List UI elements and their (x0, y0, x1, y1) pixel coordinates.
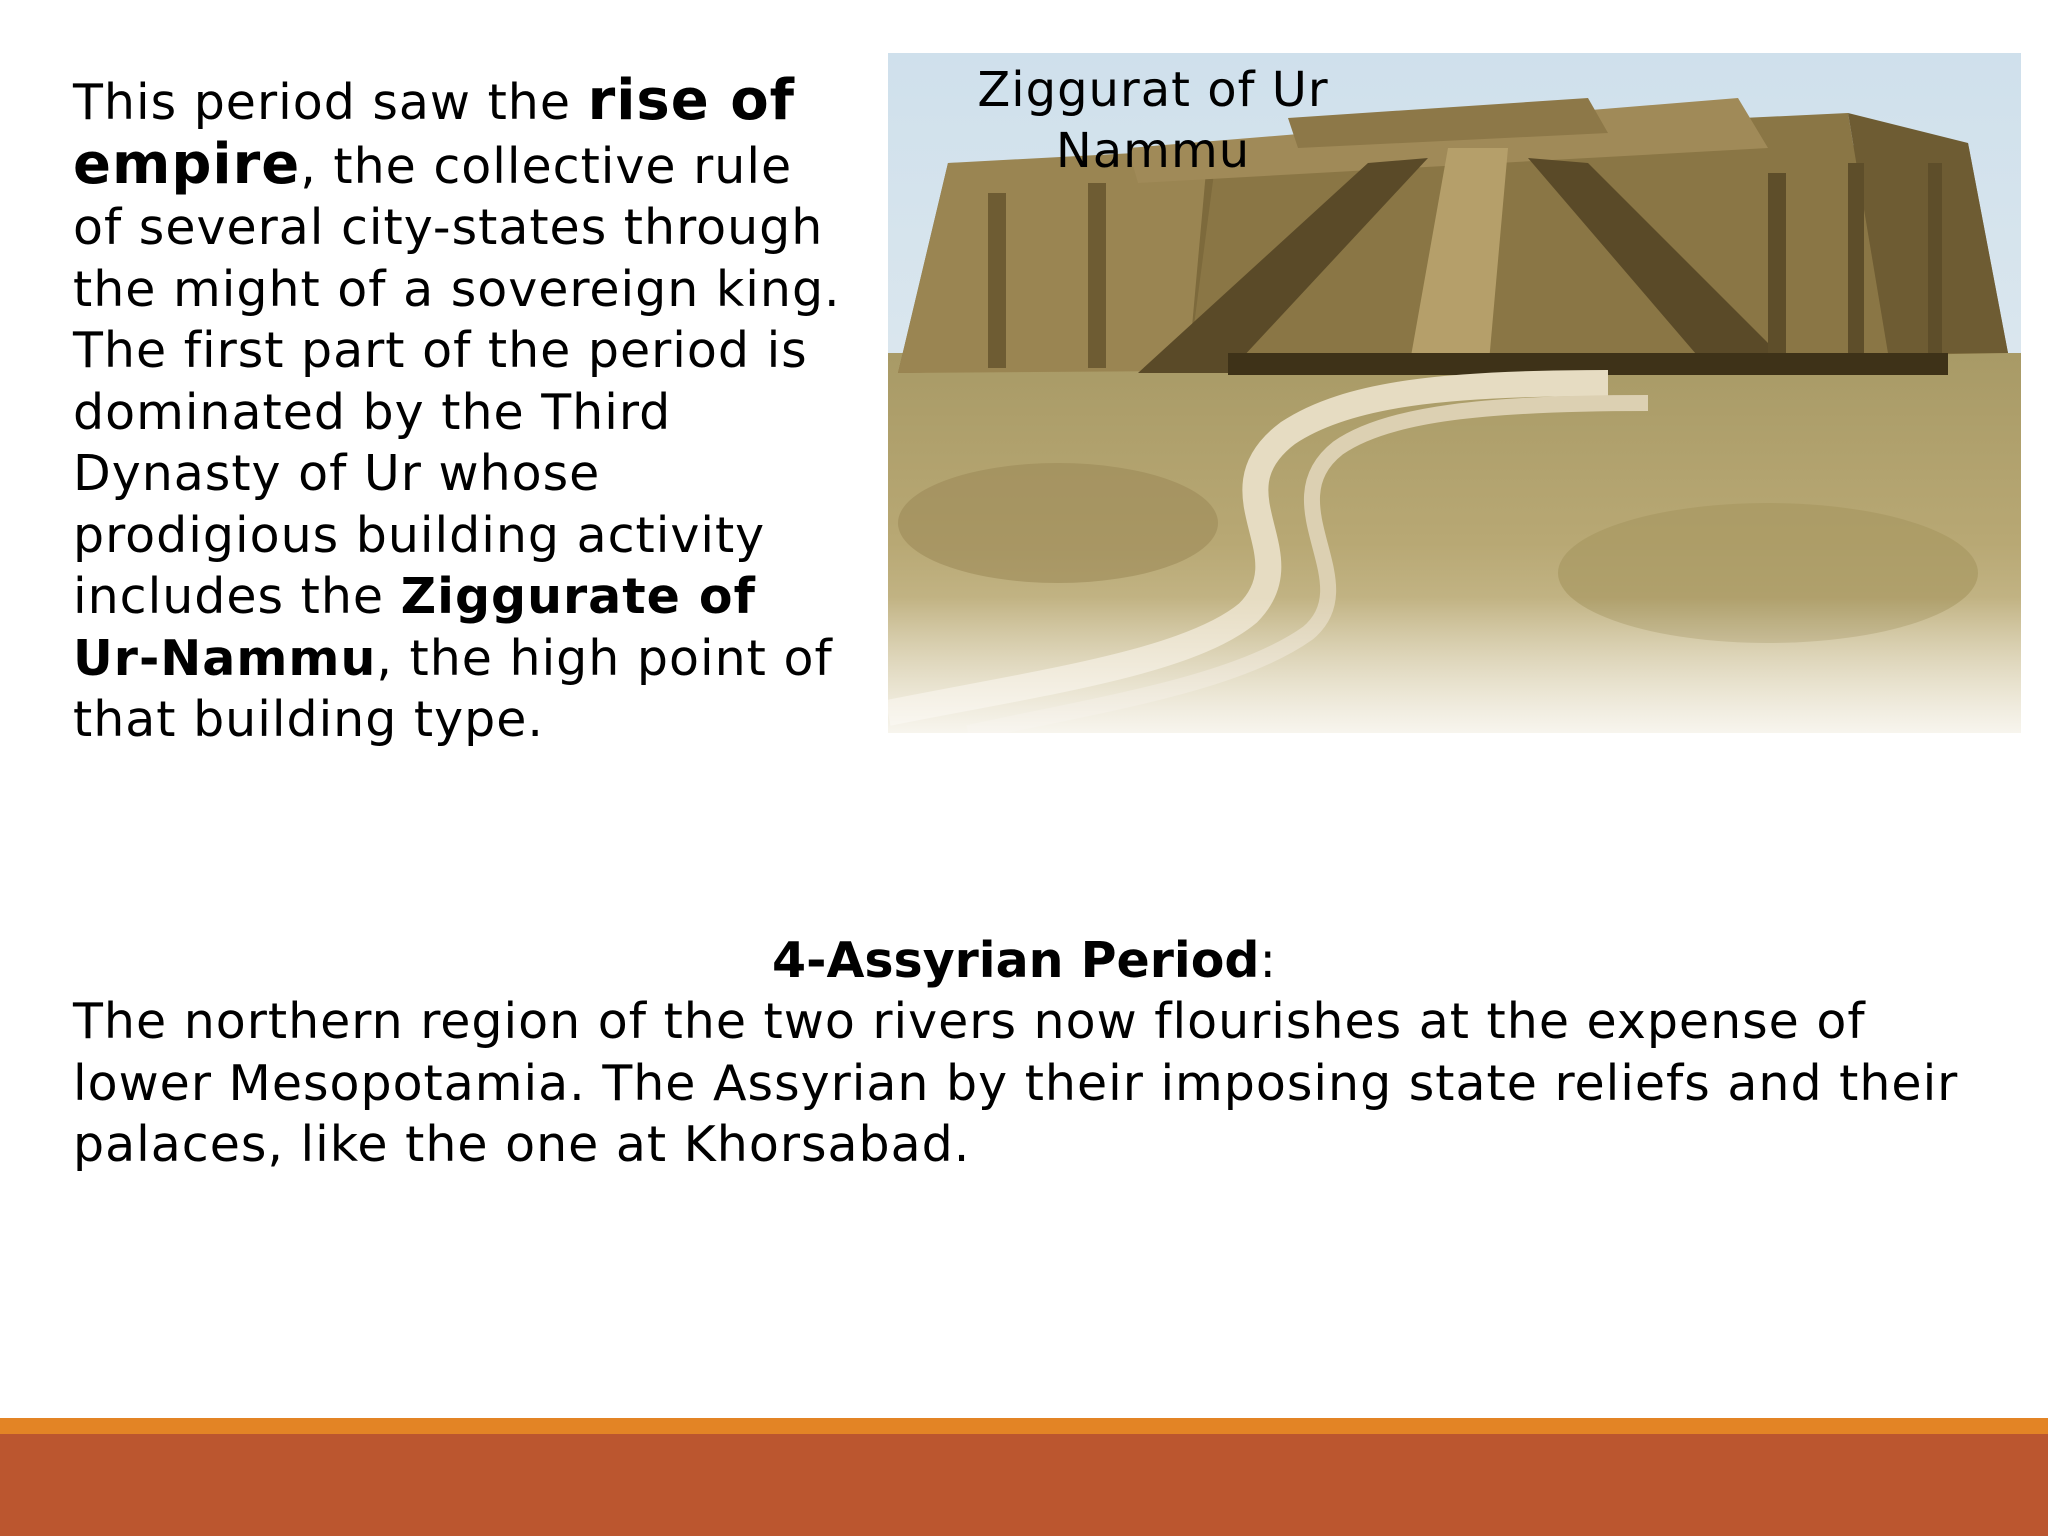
footer-band (0, 1434, 2048, 1536)
intro-bold-ziggurate: Ziggurate of Ur-Nammu (73, 568, 756, 687)
section-heading-colon: : (1259, 932, 1276, 989)
section-heading (0, 930, 2048, 992)
footer-band-accent (0, 1418, 2048, 1434)
intro-text-1: This period saw the (73, 74, 588, 131)
section-heading-title: 4-Assyrian Period (772, 932, 1260, 989)
intro-bold-rise-of-empire: rise of empire (73, 68, 796, 197)
intro-text-3: , the high point of that building type. (73, 629, 833, 748)
section-body: The northern region of the two rivers now flourishes at the expense of lower Mesopotamia. The Assyrian by their imposing state reliefs and their palaces, like the one at Khorsabad. (73, 993, 1959, 1173)
image-caption: Ziggurat of Ur Nammu (977, 62, 1329, 179)
intro-paragraph (73, 70, 853, 751)
intro-text-2: , the collective rule of several city-states through the might of a sovereign king. The first part of the period is dominated by the Third Dynasty of Ur whose prodigious building activity includes the (73, 137, 841, 625)
